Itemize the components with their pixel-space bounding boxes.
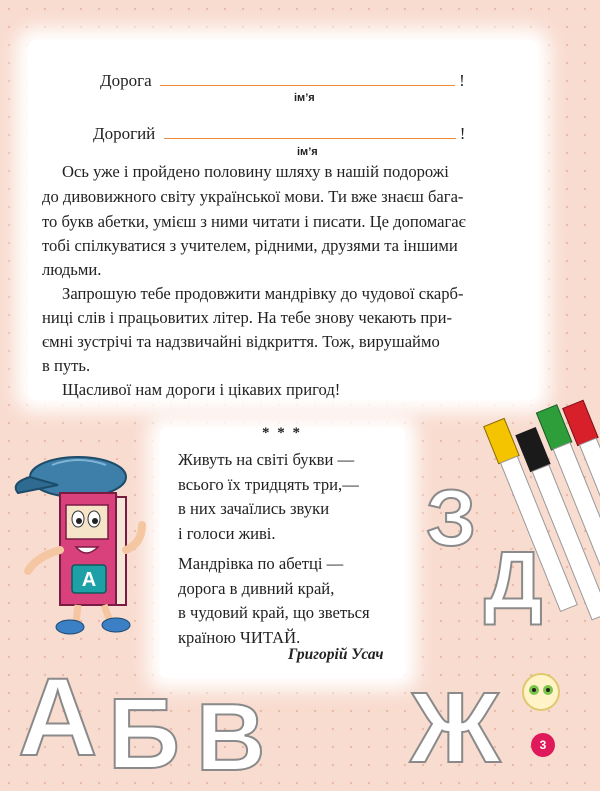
letter-line: до дивовижного світу української мови. Ти вже знаєш бага- <box>42 187 464 206</box>
letter-line: то букв абетки, умієш з ними читати і писати. Це допомагає <box>42 212 466 231</box>
name-hint-male: ім’я <box>297 146 318 158</box>
letter-a-outline: А <box>18 656 98 779</box>
poem-line: країною ЧИТАЙ. <box>178 627 301 647</box>
smiley-face-icon <box>521 672 561 712</box>
greeting-male-label: Дорогий <box>93 124 156 143</box>
poem-line: в чудовий край, що зветься <box>178 603 370 622</box>
letter-line: Запрошую тебе продовжити мандрівку до чудової скарб- <box>62 284 464 303</box>
exclamation-mark: ! <box>459 71 465 90</box>
poem-line: всього їх тридцять три,— <box>178 474 359 494</box>
poem-line: і голоси живі. <box>178 523 276 543</box>
letter-line: ємні зустрічі та надзвичайні відкриття. Тож, вирушаймо <box>42 332 440 351</box>
letter-line: людьми. <box>42 260 102 279</box>
greeting-female-label: Дорога <box>100 71 152 90</box>
book-letter: А <box>81 569 97 591</box>
letter-zhe-outline: Ж <box>410 672 501 784</box>
letter-de-outline: Д <box>484 535 543 626</box>
letter-be-outline: Б <box>108 678 180 790</box>
poem-line: Живуть на світі букви — <box>178 450 355 469</box>
letter-line: Ось уже і пройдено половину шляху в нашій подорожі <box>62 162 449 181</box>
exclamation-mark: ! <box>459 124 466 143</box>
poem-line: в них зачаїлись звуки <box>178 499 330 518</box>
letter-ve-outline: В <box>196 684 266 791</box>
poem-author: Григорій Усач <box>288 646 384 663</box>
letter-line: Щасливої нам дороги і цікавих пригод! <box>62 380 341 399</box>
letter-ze-outline: З <box>426 473 477 562</box>
letter-line: в путь. <box>42 356 91 375</box>
letter-line: ниці слів і працьовитих літер. На тебе знову чекають при- <box>42 308 452 327</box>
poem-line: дорога в дивний край, <box>178 578 335 598</box>
letter-line: тобі спілкуватися з учителем, рідними, друзями та іншими <box>42 236 458 255</box>
name-hint-female: ім’я <box>294 92 315 104</box>
page-number: 3 <box>531 733 555 757</box>
poem-stars: * * * <box>262 425 302 441</box>
poem-line: Мандрівка по абетці — <box>178 554 344 573</box>
